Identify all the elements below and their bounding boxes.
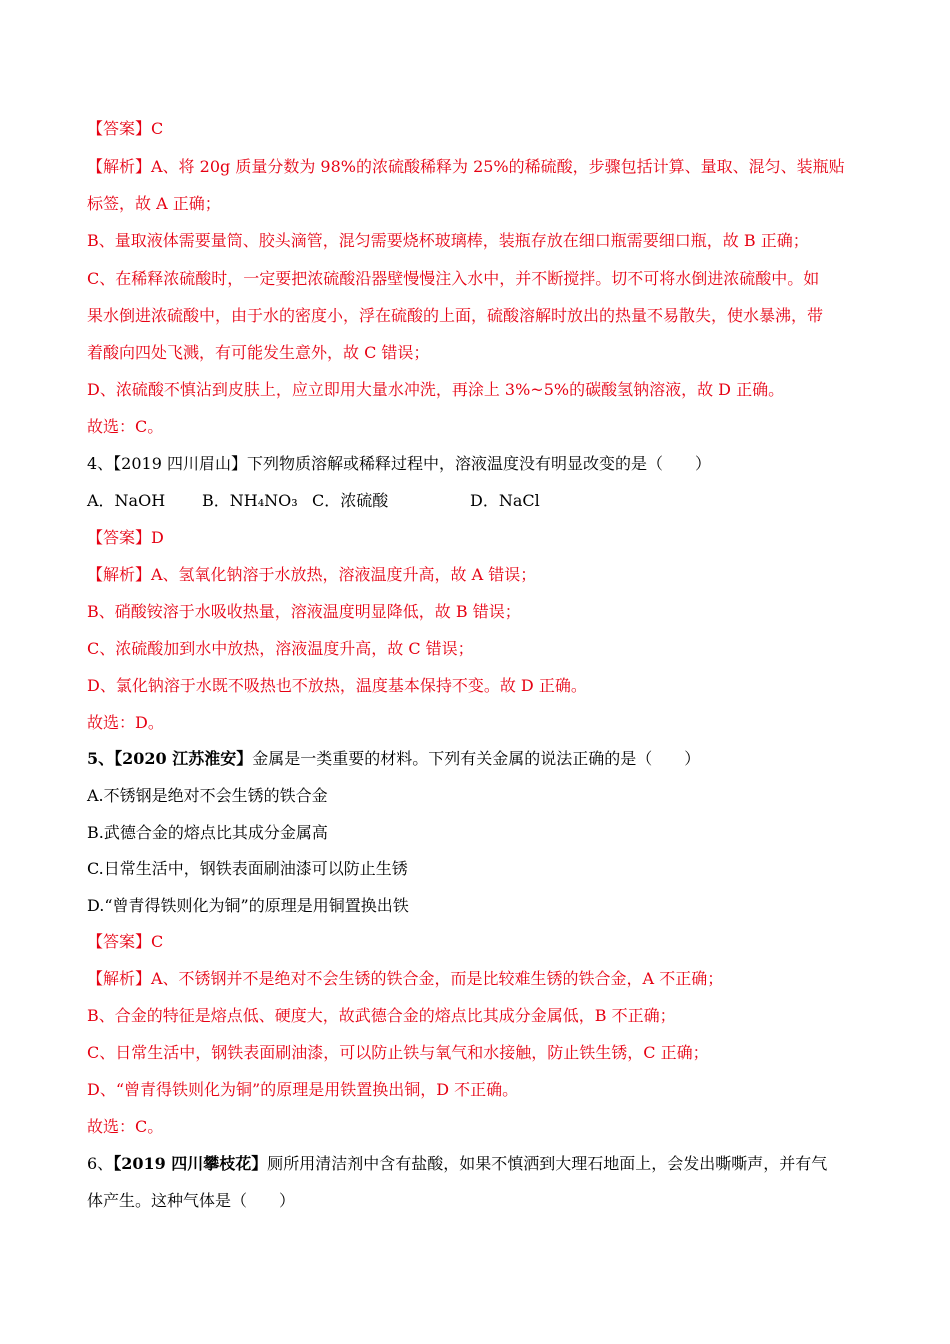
q3-analysis-line-4: C、在稀释浓硫酸时，一定要把浓硫酸沿器壁慢慢注入水中，并不断搅拌。切不可将水倒进浓硫酸中。如 [87,269,820,288]
q4-analysis-line-4: D、氯化钠溶于水既不吸热也不放热，温度基本保持不变。故 D 正确。 [87,676,587,695]
q4-option-c: C．浓硫酸 [312,491,389,510]
q5-stem: 金属是一类重要的材料。下列有关金属的说法正确的是（ ） [252,749,701,768]
q3-analysis-line-6: 着酸向四处飞溅，有可能发生意外，故 C 错误； [87,343,430,362]
q3-analysis-line-3: B、量取液体需要量筒、胶头滴管，混匀需要烧杯玻璃棒，装瓶存放在细口瓶需要细口瓶，故 B 正确； [87,231,809,250]
q4-answer: 【答案】D [87,528,164,547]
q5-option-d: D.“曾青得铁则化为铜”的原理是用铜置换出铁 [87,896,409,915]
q4-analysis-line-1: 【解析】A、氢氧化钠溶于水放热，溶液温度升高，故 A 错误； [87,565,537,584]
q4-conclusion: 故选：D。 [87,713,164,732]
q4-option-b: B．NH₄NO₃ [202,491,298,510]
q4-stem: 4、【2019 四川眉山】下列物质溶解或稀释过程中，溶液温度没有明显改变的是（ ） [87,454,711,473]
q6-stem-line-2: 体产生。这种气体是（ ） [87,1191,296,1210]
q6-stem: 厕所用清洁剂中含有盐酸，如果不慎洒到大理石地面上，会发出嘶嘶声，并有气 [267,1154,828,1173]
q3-analysis-line-5: 果水倒进浓硫酸中，由于水的密度小，浮在硫酸的上面，硫酸溶解时放出的热量不易散失，使水暴沸，带 [87,306,824,325]
q4-analysis-line-3: C、浓硫酸加到水中放热，溶液温度升高，故 C 错误； [87,639,474,658]
q6-stem-line-1 [87,1153,867,1175]
q5-analysis-line-2: B、合金的特征是熔点低、硬度大，故武德合金的熔点比其成分金属低，B 不正确； [87,1006,676,1025]
q5-option-a: A.不锈钢是绝对不会生锈的铁合金 [87,786,328,805]
q4-options [87,490,867,512]
q3-analysis-line-2: 标签，故 A 正确； [87,194,221,213]
q4-option-a: A．NaOH [87,491,166,510]
q4-analysis-line-2: B、硝酸铵溶于水吸收热量，溶液温度明显降低，故 B 错误； [87,602,521,621]
q4-option-d: D．NaCl [470,491,540,510]
q5-analysis-line-3: C、日常生活中，钢铁表面刷油漆，可以防止铁与氧气和水接触，防止铁生锈，C 正确； [87,1043,709,1062]
q6-number: 6、 [87,1154,114,1173]
q3-analysis-line-1: 【解析】A、将 20g 质量分数为 98%的浓硫酸稀释为 25%的稀硫酸，步骤包括计算、量取、混匀、装瓶贴 [87,157,845,176]
q5-number: 5、 [87,749,115,768]
q5-option-b: B.武德合金的熔点比其成分金属高 [87,823,328,842]
q6-source: 【2019 四川攀枝花】 [113,1154,268,1173]
q3-answer: 【答案】C [87,119,164,138]
q3-conclusion: 故选：C。 [87,417,164,436]
q5-source: 【2020 江苏淮安】 [114,749,253,768]
q5-answer: 【答案】C [87,932,164,951]
q5-stem-line [87,748,867,770]
q5-analysis-line-1: 【解析】A、不锈钢并不是绝对不会生锈的铁合金，而是比较难生锈的铁合金，A 不正确； [87,969,724,988]
q5-analysis-line-4: D、“曾青得铁则化为铜”的原理是用铁置换出铜，D 不正确。 [87,1080,519,1099]
q5-option-c: C.日常生活中，钢铁表面刷油漆可以防止生锈 [87,859,408,878]
q3-analysis-line-7: D、浓硫酸不慎沾到皮肤上，应立即用大量水冲洗，再涂上 3%~5%的碳酸氢钠溶液，故 D 正确。 [87,380,785,399]
q5-conclusion: 故选：C。 [87,1117,164,1136]
